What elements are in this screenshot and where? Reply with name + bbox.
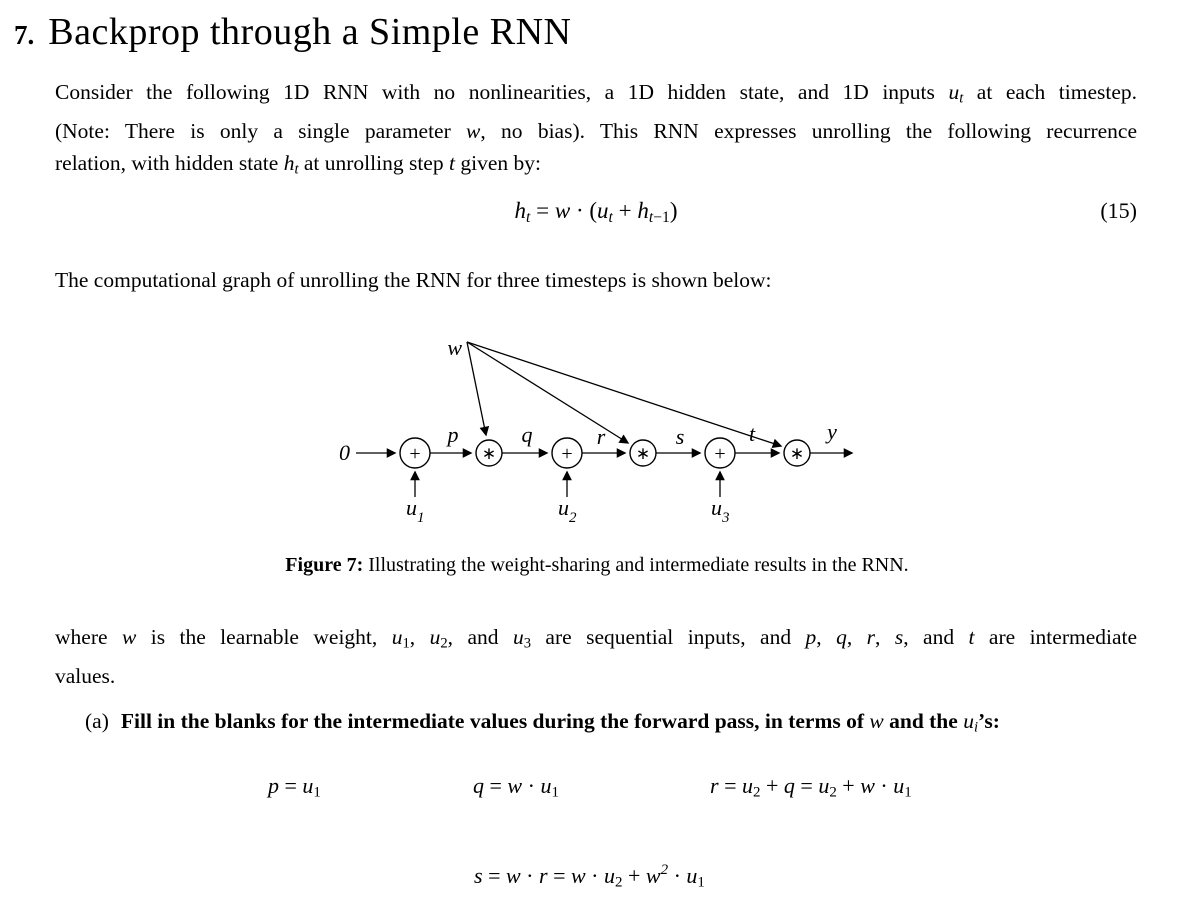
weight-edge-1	[467, 342, 486, 435]
initial-state-label: 0	[339, 440, 350, 465]
asterisk-icon: ∗	[635, 444, 651, 463]
intro-paragraph	[55, 76, 1137, 185]
equation-body: ht = w · (ut + ht−1)	[514, 198, 678, 226]
graph-intro	[55, 264, 1137, 296]
input-label-u2: $u_2$	[558, 495, 577, 526]
edge-label-p: p	[447, 422, 459, 447]
graph-intro-line: The computational graph of unrolling the RNN for three timesteps is shown below:	[55, 268, 772, 292]
part-a-label: (a)	[85, 709, 109, 733]
equation-number: (15)	[1100, 198, 1137, 223]
edge-label-r: r	[596, 424, 606, 449]
intro-line-3: relation, with hidden state ht at unrolling step t given by:	[55, 150, 541, 178]
weight-edge-3	[467, 342, 781, 446]
part-a-text: Fill in the blanks for the intermediate values during the forward pass, in terms of w and the ui’s:	[120, 709, 1000, 736]
intro-line-2: (Note: There is only a single parameter w, no bias). This RNN expresses unrolling the following recurrence	[55, 118, 1137, 143]
answer-s: $s = w \cdot r = w \cdot u2 + w^2 \cdot u1$	[474, 862, 705, 891]
intro-line-1: Consider the following 1D RNN with no nonlinearities, a 1D hidden state, and 1D inputs ut at each timestep.	[55, 80, 1137, 107]
figure-caption-label: Figure 7:	[285, 554, 364, 576]
rnn-computational-graph	[0, 325, 1194, 540]
edge-label-t: t	[748, 421, 756, 446]
edge-label-y: y	[827, 419, 837, 444]
answer-q: q = w · u1	[473, 773, 559, 801]
where-line-2: values.	[55, 663, 116, 688]
section-title	[14, 10, 571, 54]
input-label-u1: $u_1$	[406, 495, 425, 526]
input-label-u3: $u_3$	[711, 495, 730, 526]
plus-icon: +	[561, 443, 573, 465]
edge-label-q: q	[521, 422, 533, 447]
weight-label: w	[447, 335, 462, 360]
edge-label-s: s	[675, 424, 685, 449]
page-title: Backprop through a Simple RNN	[48, 11, 572, 53]
answer-p: p = u1	[268, 773, 321, 801]
recurrence-equation	[55, 194, 1137, 235]
where-paragraph	[55, 621, 1137, 692]
figure-caption	[0, 554, 1194, 577]
plus-icon: +	[409, 443, 421, 465]
answer-r: r = u2 + q = u2 + w · u1	[710, 773, 912, 801]
section-number: 7.	[14, 20, 35, 50]
asterisk-icon: ∗	[789, 444, 805, 463]
figure-caption-text: Illustrating the weight-sharing and intermediate results in the RNN.	[363, 554, 909, 576]
part-a-item	[85, 709, 1000, 737]
asterisk-icon: ∗	[481, 444, 497, 463]
where-line-1: where w is the learnable weight, u1, u2, and u3 are sequential inputs, and p, q, r, s, and t are intermediate	[55, 625, 1138, 652]
plus-icon: +	[714, 443, 726, 465]
